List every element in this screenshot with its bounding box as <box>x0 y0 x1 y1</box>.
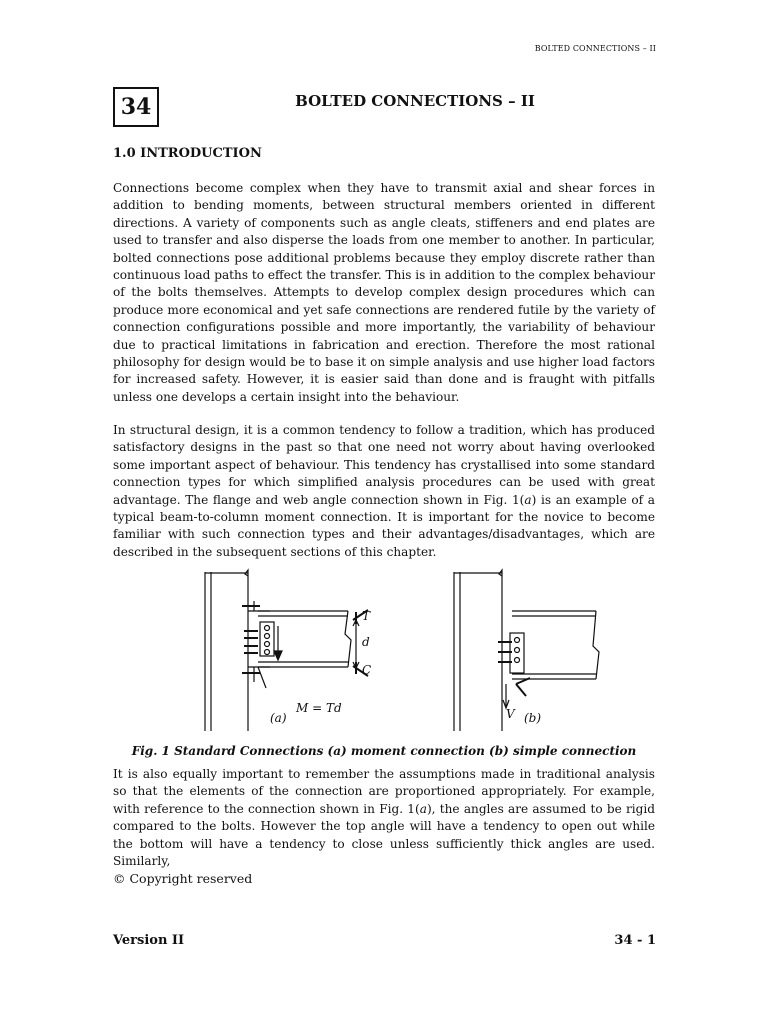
web-bolts-a <box>265 626 270 655</box>
column-a <box>205 570 248 731</box>
label-sub-a: (a) <box>270 711 287 725</box>
paragraph-assumptions <box>113 766 655 870</box>
label-tension: T <box>362 609 371 623</box>
paragraph-tradition <box>113 422 655 561</box>
figure-reference: a <box>524 492 532 507</box>
footer-page-number: 34 - 1 <box>614 933 656 948</box>
shear-arrow-b <box>516 678 530 696</box>
chapter-title: BOLTED CONNECTIONS – II <box>295 92 535 110</box>
figure-reference-2: a <box>419 801 427 816</box>
paragraph-tradition-part1: In structural design, it is a common tendency to follow a tradition, which has produced satisfactory designs in the past so that one need not worry about having overlooked some important aspect of behaviour. This tendency has crystallised into some standard connection types for which simplified analysis procedures can be used with great advantage. The flange and web angle connection shown in Fig. 1( <box>113 423 655 507</box>
paragraph-assumptions-part1: It is also equally important to remember the assumptions made in traditional analysis so that the elements of the connection are proportioned appropriately. For example, with reference to the connection shown in Fig. 1( <box>113 767 655 816</box>
paragraph-assumptions-part2: ), the angles are assumed to be rigid compared to the bolts. However the top angle will have a tendency to open out while the bottom will have a tendency to close unless sufficiently thick angles are used. Similarly, <box>113 801 655 869</box>
running-header: BOLTED CONNECTIONS – II <box>534 44 656 53</box>
chapter-number-box <box>113 87 159 127</box>
copyright-notice: © Copyright reserved <box>113 871 253 886</box>
bottom-angle-a <box>248 667 270 688</box>
label-sub-b: (b) <box>524 711 542 725</box>
beam-a <box>258 611 351 667</box>
column-bolts-a <box>242 606 260 673</box>
figure-caption: Fig. 1 Standard Connections (a) moment connection (b) simple connection <box>131 744 637 758</box>
figure-standard-connections <box>190 566 630 736</box>
chapter-number: 34 <box>120 94 152 120</box>
web-bolts-b <box>515 638 520 663</box>
label-shear: V <box>506 707 515 721</box>
column-b <box>454 570 502 731</box>
section-heading: 1.0 INTRODUCTION <box>113 146 262 161</box>
label-moment: M = Td <box>296 701 342 715</box>
shear-reaction-b <box>503 684 509 708</box>
paragraph-intro: Connections become complex when they have to transmit axial and shear forces in addition to bending moments, between structural members oriented in different directions. A variety of components such as angle cleats, stiffeners and end plates are used to transfer and also disperse the loads from one member to another. In particular, bolted connections pose additional problems because they employ discrete rather than continuous load paths to effect the transfer. This is in addition to the complex behaviour of the bolts themselves. Attempts to develop complex design procedures which can produce more economical and yet safe connections are rendered futile by the variety of connection configurations possible and more importantly, the variability of behaviour due to practical limitations in fabrication and erection. Therefore the most rational philosophy for design would be to base it on simple analysis and use higher load factors for increased safety. However, it is easier said than done and is fraught with pitfalls unless one develops a certain insight into the behaviour. <box>113 181 655 404</box>
footer-version: Version II <box>113 933 185 948</box>
label-lever-arm: d <box>362 635 370 649</box>
label-compression: C <box>362 663 372 677</box>
paragraph-tradition-part2: ) is an example of a typical beam-to-column moment connection. It is important for the novice to become familiar with such connection types and their advantages/disadvantages, which are described in the subsequent sections of this chapter. <box>113 492 655 559</box>
connection-diagram <box>190 566 630 736</box>
lever-arm-d <box>353 620 359 668</box>
web-force-arrow-a <box>274 626 282 660</box>
beam-b <box>512 611 599 679</box>
